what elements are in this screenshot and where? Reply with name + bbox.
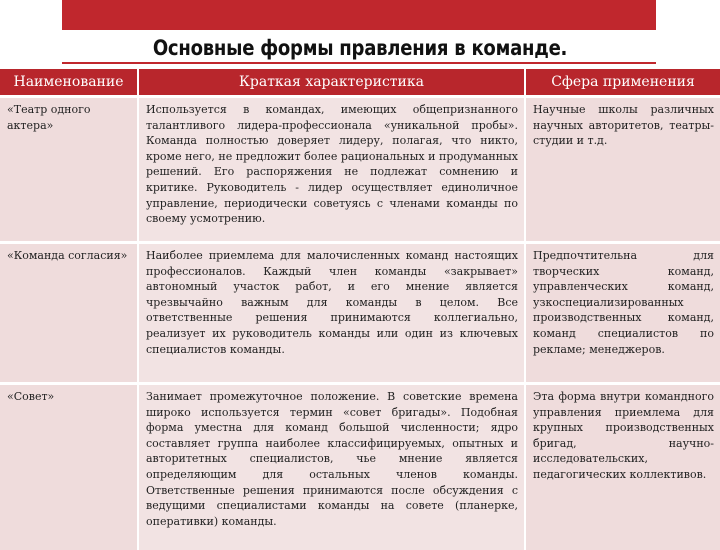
form-name: «Совет» [0,384,138,550]
table-header-row [0,69,720,97]
header-description: Краткая характеристика [138,69,525,97]
page-title: Основные формы правления в команде. [50,33,669,63]
table-row [0,384,720,550]
header-sphere: Сфера применения [525,69,720,97]
form-description: Занимает промежуточное положение. В советские времена широко используется термин «совет бригады». Подобная форма уместна для команд большой численности; ядро составляет группа наиболее классифицируемых, опытных и авторитетных специалистов, чье мнение является определяющим для остальных членов команды. Ответственные решения принимаются после обсуждения с ведущими специалистами команды на совете (планерке, оперативки) команды. [138,384,525,550]
form-sphere: Научные школы различных научных авторитетов, театры-студии и т.д. [525,97,720,243]
form-description: Используется в командах, имеющих общепризнанного талантливого лидера-профессионала «уникальной пробы». Команда полностью доверяет лидеру, полагая, что никто, кроме него, не предложит более рациональных и продуманных решений. Его распоряжения не подлежат сомнению и критике. Руководитель - лидер осуществляет единоличное управление, периодически советуясь с членами команды по своему усмотрению. [138,97,525,243]
form-description: Наиболее приемлема для малочисленных команд настоящих профессионалов. Каждый член команды «закрывает» автономный участок работ, и его мнение является чрезвычайно важным для команды в целом. Все ответственные решения принимаются коллегиально, реализует их руководитель команды или один из ключевых специалистов команды. [138,243,525,384]
governance-forms-table [0,69,720,550]
header-name: Наименование [0,69,138,97]
form-sphere: Эта форма внутри командного управления приемлема для крупных производственных бригад, научно-исследовательских, педагогических коллективов. [525,384,720,550]
table-row [0,243,720,384]
top-color-band [62,0,656,30]
title-divider [62,62,656,64]
form-name: «Театр одного актера» [0,97,138,243]
table-row [0,97,720,243]
form-name: «Команда согласия» [0,243,138,384]
form-sphere: Предпочтительна для творческих команд, управленческих команд, узкоспециализированных производственных команд, команд специалистов по рекламе; менеджеров. [525,243,720,384]
